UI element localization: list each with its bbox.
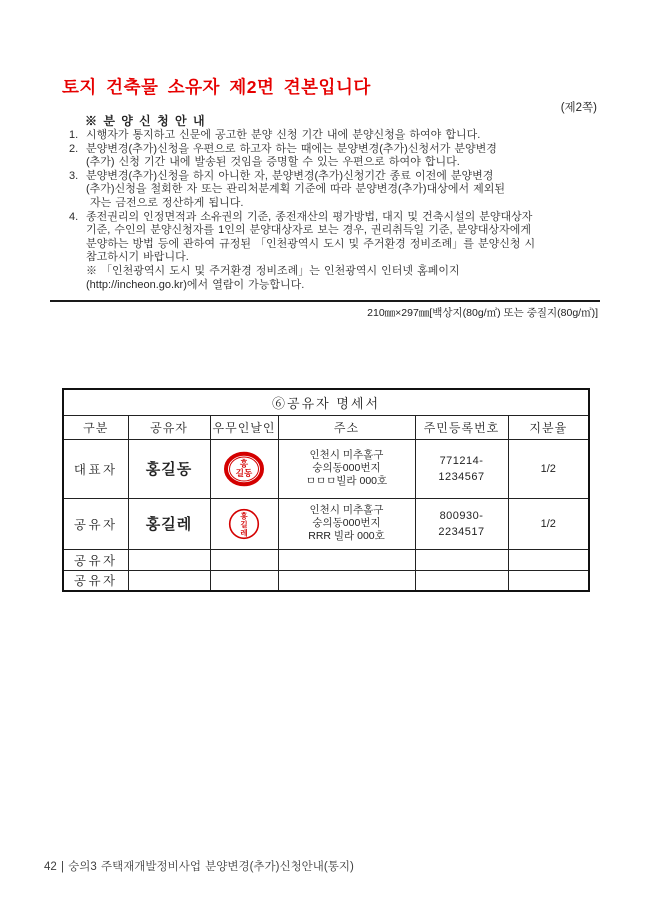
resident-id-cell-empty <box>415 570 508 591</box>
section-divider <box>50 300 600 302</box>
notice-item-4 <box>69 211 604 293</box>
address-line: 숭의동000번지 <box>312 517 381 529</box>
notice-line: (http://incheon.go.kr)에서 열람이 가능합니다. <box>86 278 305 291</box>
seal-text-line: 길동 <box>235 467 253 478</box>
resident-id-line: 800930- <box>439 509 484 522</box>
notice-line: 종전권리의 인정면적과 소유권의 기준, 종전재산의 평가방법, 대지 및 건축시설의 분양대상자 <box>86 210 533 223</box>
col-header-address: 주소 <box>278 415 415 439</box>
seal-cell-empty <box>210 570 278 591</box>
address-cell <box>278 498 415 549</box>
red-seal-icon <box>227 506 261 542</box>
notice-item-number: 4. <box>69 210 79 223</box>
table-row <box>63 549 589 570</box>
category-cell: 공유자 <box>63 570 128 591</box>
notice-line: (추가) 신청 기간 내에 발송된 것임을 증명할 수 있는 우편으로 하여야 합니다. <box>86 156 460 169</box>
page-footer: 42 | 숭의3 주택재개발정비사업 분양변경(추가)신청안내(통지) <box>44 861 354 873</box>
col-header-co-owner: 공유자 <box>128 415 210 439</box>
resident-id-cell <box>415 498 508 549</box>
address-line: 인천시 미추홀구 <box>309 449 384 461</box>
notice-item-text <box>86 143 604 170</box>
notice-line: 기준, 수인의 분양신청자를 1인의 분양대상자로 보는 경우, 권리취득일 기준, 분양대상자에게 <box>86 224 531 237</box>
page-title: 토지 건축물 소유자 제2면 견본입니다 <box>62 77 371 97</box>
col-header-category: 구분 <box>63 415 128 439</box>
share-cell-empty <box>508 549 589 570</box>
notice-line: 자는 금전으로 정산하게 됩니다. <box>86 196 244 209</box>
col-header-thumbprint-seal: 우무인날인 <box>210 415 278 439</box>
table-title: ⑥공유자 명세서 <box>63 389 589 415</box>
share-cell: 1/2 <box>508 498 589 549</box>
seal-text-line: 길 <box>240 519 248 529</box>
resident-id-line: 2234517 <box>438 525 485 538</box>
share-cell-empty <box>508 570 589 591</box>
address-cell <box>278 439 415 498</box>
resident-id-line: 1234567 <box>438 470 485 483</box>
notice-item-text <box>86 129 604 143</box>
resident-id-cell-empty <box>415 549 508 570</box>
owner-name-cell-empty <box>128 570 210 591</box>
resident-id-cell <box>415 439 508 498</box>
seal-cell-empty <box>210 549 278 570</box>
seal-cell <box>210 498 278 549</box>
address-line: RRR 빌라 000호 <box>308 530 385 542</box>
co-owners-table <box>62 388 590 592</box>
table-title-row <box>63 389 589 415</box>
owner-name-cell: 홍길동 <box>128 439 210 498</box>
owner-name-cell: 홍길레 <box>128 498 210 549</box>
paper-spec-note: 210㎜×297㎜[백상지(80g/㎡) 또는 중질지(80g/㎡)] <box>367 307 598 319</box>
notice-list <box>69 129 604 292</box>
notice-line: ※ 「인천광역시 도시 및 주거환경 정비조례」는 인천광역시 인터넷 홈페이지 <box>86 264 460 277</box>
owner-name-cell-empty <box>128 549 210 570</box>
notice-line: 분양하는 방법 등에 관하여 규정된 「인천광역시 도시 및 주거환경 정비조례」를 분양신청 시 <box>86 237 536 250</box>
address-cell-empty <box>278 570 415 591</box>
table-row <box>63 439 589 498</box>
col-header-resident-id: 주민등록번호 <box>415 415 508 439</box>
table-row <box>63 498 589 549</box>
category-cell: 공유자 <box>63 549 128 570</box>
category-cell: 공유자 <box>63 498 128 549</box>
resident-id-line: 771214- <box>439 454 484 467</box>
notice-item-text <box>86 211 604 293</box>
notice-item-2 <box>69 143 604 170</box>
address-line: ㅁㅁㅁ빌라 000호 <box>305 475 388 487</box>
address-cell-empty <box>278 549 415 570</box>
seal-text-line: 홍 <box>240 511 248 520</box>
table-header-row <box>63 415 589 439</box>
page-number-marker: (제2쪽) <box>560 102 597 114</box>
notice-item-text <box>86 170 604 211</box>
notice-line: (추가)신청을 철회한 자 또는 관리처분계획 기준에 따라 분양변경(추가)대상에서 제외된 <box>86 183 506 196</box>
notice-line: 분양변경(추가)신청을 하지 아니한 자, 분양변경(추가)신청기간 종료 이전에 분양변경 <box>86 169 494 182</box>
notice-item-number: 1. <box>69 129 79 141</box>
seal-cell <box>210 439 278 498</box>
red-seal-icon <box>223 451 265 487</box>
notice-line: 시행자가 통지하고 신문에 공고한 분양 신청 기간 내에 분양신청을 하여야 합니다. <box>86 129 481 141</box>
category-cell: 대표자 <box>63 439 128 498</box>
seal-text-line: 홍 <box>239 458 249 468</box>
address-line: 숭의동000번지 <box>312 462 381 474</box>
seal-text-line: 레 <box>240 528 248 537</box>
notice-item-3 <box>69 170 604 211</box>
share-cell: 1/2 <box>508 439 589 498</box>
address-line: 인천시 미추홀구 <box>309 504 384 516</box>
notice-item-number: 3. <box>69 169 79 182</box>
table-row <box>63 570 589 591</box>
notice-item-1 <box>69 129 604 143</box>
notice-item-number: 2. <box>69 142 79 155</box>
notice-heading: ※ 분 양 신 청 안 내 <box>85 114 207 128</box>
notice-line: 분양변경(추가)신청을 우편으로 하고자 하는 때에는 분양변경(추가)신청서가 분양변경 <box>86 142 497 155</box>
col-header-share-ratio: 지분율 <box>508 415 589 439</box>
notice-line: 참고하시기 바랍니다. <box>86 251 189 264</box>
